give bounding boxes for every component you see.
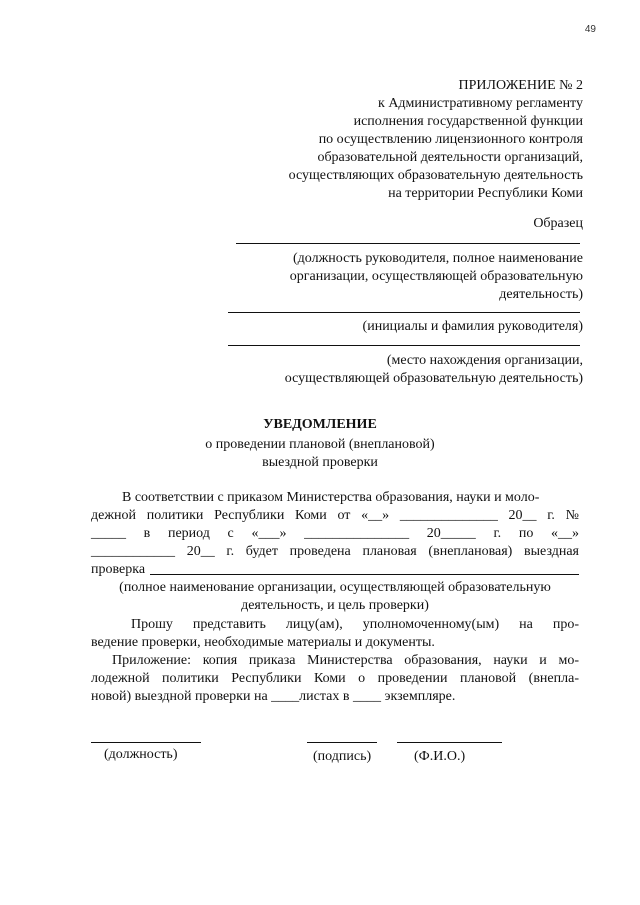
signature-line [307,742,377,743]
position-underline [236,243,580,244]
appendix-line: осуществляющих образовательную деятельность [288,168,583,183]
position-signature-line [91,742,201,743]
body-line: дежной политики Республики Коми от «__» ______________ 20__ г. № [91,508,579,523]
notice-subtitle: выездной проверки [262,455,378,470]
organization-caption: деятельность, и цель проверки) [241,598,429,613]
body-line: ____________ 20__ г. будет проведена плановая (внеплановая) выездная [91,544,579,559]
organization-underline [150,574,579,575]
page-number: 49 [584,24,596,35]
position-caption: (должность руководителя, полное наименование [293,251,583,266]
initials-underline [228,312,580,313]
organization-caption: (полное наименование организации, осуществляющей образовательную [119,580,551,595]
notice-title: УВЕДОМЛЕНИЕ [263,417,377,432]
appendix-line: образовательной деятельности организаций, [317,150,583,165]
location-caption: (место нахождения организации, [386,353,583,368]
initials-caption: (инициалы и фамилия руководителя) [362,319,583,334]
notice-subtitle: о проведении плановой (внеплановой) [205,437,435,452]
location-caption: осуществляющей образовательную деятельность) [284,371,583,386]
appendix-line: к Административному регламенту [378,96,583,111]
location-underline [228,345,580,346]
position-caption: деятельность) [499,287,583,302]
sample-label: Образец [533,216,583,231]
body-line: новой) выездной проверки на ____листах в ____ экземпляре. [91,689,456,704]
body-line: Приложение: копия приказа Министерства образования, науки и мо- [112,653,579,668]
body-line: _____ в период с «___» _______________ 20_____ г. по «__» [91,526,579,541]
appendix-line: по осуществлению лицензионного контроля [318,132,583,147]
position-caption: организации, осуществляющей образовательную [289,269,583,284]
appendix-line: исполнения государственной функции [353,114,583,129]
body-line: проверка [91,562,146,577]
body-line: Прошу представить лицу(ам), уполномоченному(ым) на про- [131,617,579,632]
appendix-heading: ПРИЛОЖЕНИЕ № 2 [458,78,583,93]
name-label: (Ф.И.О.) [414,749,466,764]
signature-label: (подпись) [313,749,372,764]
position-label: (должность) [104,747,178,762]
body-line: ведение проверки, необходимые материалы и документы. [91,635,435,650]
body-line: лодежной политики Республики Коми о проведении плановой (внепла- [91,671,579,686]
body-line: В соответствии с приказом Министерства образования, науки и моло- [122,490,540,505]
appendix-line: на территории Республики Коми [388,186,583,201]
name-signature-line [397,742,502,743]
